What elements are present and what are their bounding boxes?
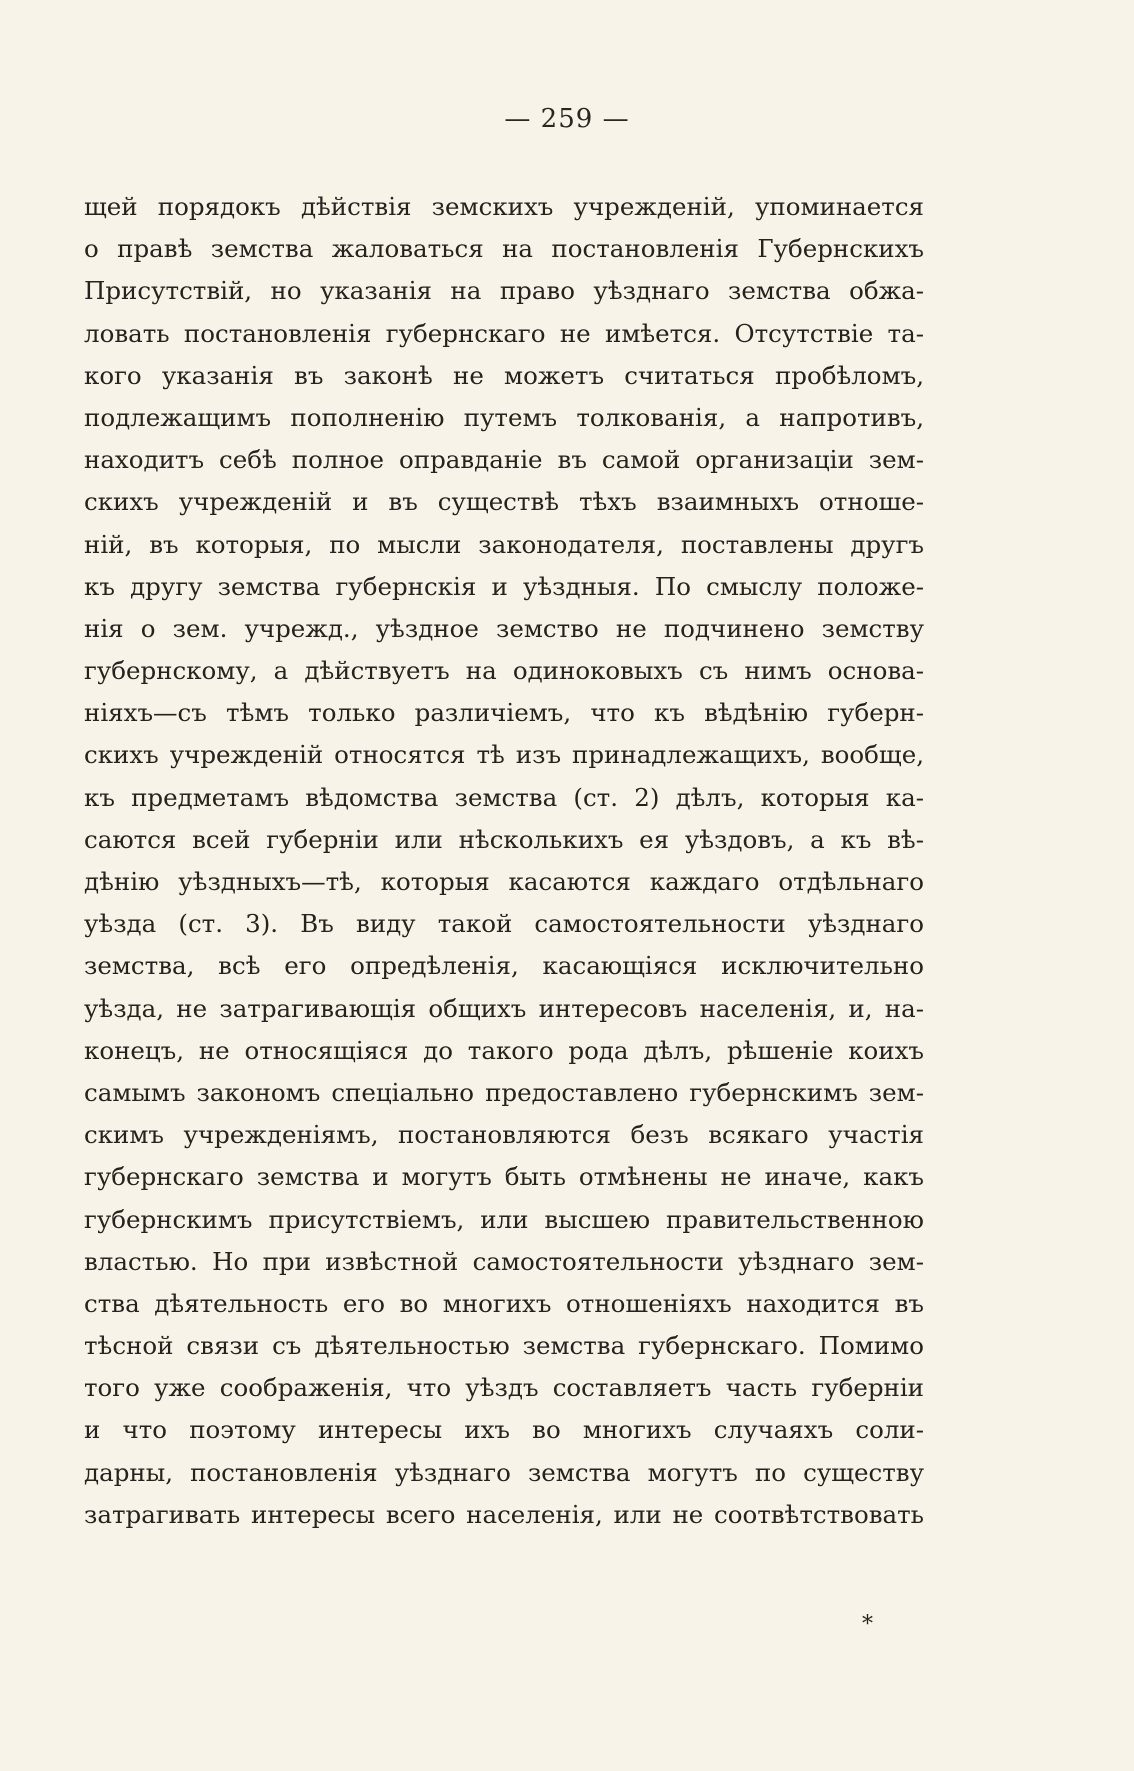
signature-mark: * [862, 1612, 873, 1637]
text-line: къ предметамъ вѣдомства земства (ст. 2) дѣлъ, которыя ка- [84, 782, 924, 812]
text-line: самымъ закономъ спеціально предоставлено губернскимъ зем- [84, 1077, 924, 1107]
text-line: ловать постановленія губернскаго не имѣется. Отсутствіе та- [84, 318, 924, 348]
text-line: конецъ, не относящіяся до такого рода дѣлъ, рѣшеніе коихъ [84, 1035, 924, 1065]
text-line: властью. Но при извѣстной самостоятельности уѣзднаго зем- [84, 1246, 924, 1276]
text-line: саются всей губерніи или нѣсколькихъ ея уѣздовъ, а къ вѣ- [84, 824, 924, 854]
text-line: дѣнію уѣздныхъ—тѣ, которыя касаются каждаго отдѣльнаго [84, 867, 924, 896]
text-line: земства, всѣ его опредѣленія, касающіяся исключительно [84, 951, 924, 981]
page-number: — 259 — [504, 104, 630, 134]
text-line: скихъ учрежденій и въ существѣ тѣхъ взаимныхъ отноше- [84, 487, 924, 517]
text-line: губернскому, а дѣйствуетъ на одиноковыхъ съ нимъ основа- [84, 656, 924, 686]
text-line: тѣсной связи съ дѣятельностью земства губернскаго. Помимо [84, 1331, 924, 1361]
text-line: Присутствій, но указанія на право уѣзднаго земства обжа- [84, 276, 924, 306]
text-line: того уже соображенія, что уѣздъ составляетъ часть губерніи [84, 1373, 924, 1403]
text-line: и что поэтому интересы ихъ во многихъ случаяхъ соли- [84, 1415, 924, 1445]
text-line: находитъ себѣ полное оправданіе въ самой организаціи зем- [84, 445, 924, 475]
text-line: ній, въ которыя, по мысли законодателя, поставлены другъ [84, 529, 924, 559]
text-line: щей порядокъ дѣйствія земскихъ учрежденій, упоминается [84, 192, 924, 221]
text-line: затрагивать интересы всего населенія, или не соотвѣтствовать [84, 1499, 924, 1529]
text-line: скимъ учрежденіямъ, постановляются безъ всякаго участія [84, 1120, 924, 1150]
text-line: уѣзда (ст. 3). Въ виду такой самостоятельности уѣзднаго [84, 909, 924, 939]
text-line: нія о зем. учрежд., уѣздное земство не подчинено земству [84, 613, 924, 643]
text-line: къ другу земства губернскія и уѣздныя. По смыслу положе- [84, 571, 924, 601]
text-line: ства дѣятельность его во многихъ отношеніяхъ находится въ [84, 1288, 924, 1318]
text-line: уѣзда, не затрагивающія общихъ интересовъ населенія, и, на- [84, 993, 924, 1023]
body-text [84, 186, 924, 1536]
text-line: подлежащимъ пополненію путемъ толкованія, а напротивъ, [84, 402, 924, 432]
text-line: губернскимъ присутствіемъ, или высшею правительственною [84, 1204, 924, 1234]
text-line: губернскаго земства и могутъ быть отмѣнены не иначе, какъ [84, 1162, 924, 1192]
text-line: ніяхъ—съ тѣмъ только различіемъ, что къ вѣдѣнію губерн- [84, 698, 924, 728]
text-line: кого указанія въ законѣ не можетъ считаться пробѣломъ, [84, 360, 924, 390]
text-line: дарны, постановленія уѣзднаго земства могутъ по существу [84, 1457, 924, 1487]
text-line: скихъ учрежденій относятся тѣ изъ принадлежащихъ, вообще, [84, 740, 924, 770]
text-line: о правѣ земства жаловаться на постановленія Губернскихъ [84, 234, 924, 264]
